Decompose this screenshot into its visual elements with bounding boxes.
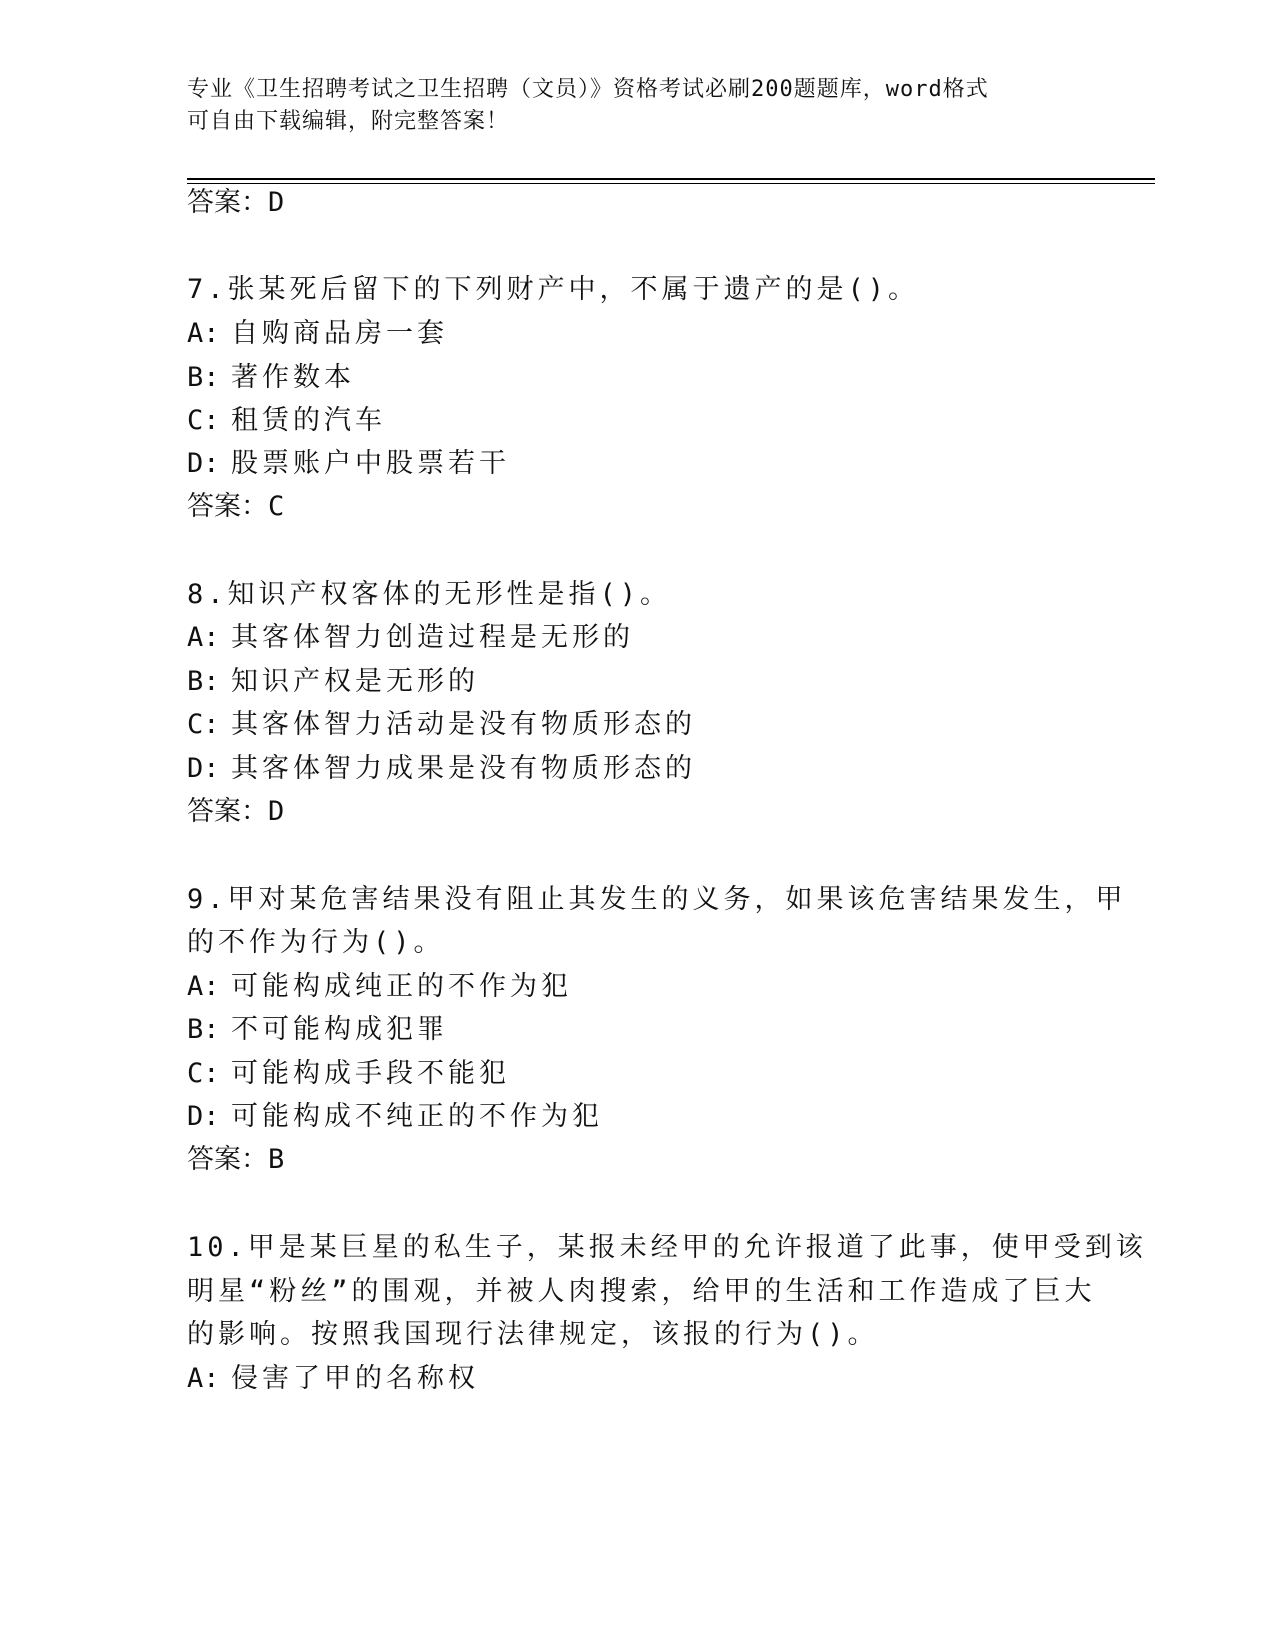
- answer-key: C: [268, 491, 285, 522]
- option-text: 其客体智力活动是没有物质形态的: [231, 709, 696, 740]
- answer-key: D: [268, 796, 285, 827]
- option-b: [187, 665, 479, 699]
- option-b: [187, 1013, 448, 1047]
- option-a: [187, 621, 634, 655]
- option-text: 知识产权是无形的: [231, 666, 479, 697]
- option-letter: C:: [187, 405, 220, 436]
- question-stem-cont: 明星“粉丝”的围观，并被人肉搜索，给甲的生活和工作造成了巨大: [187, 1276, 1096, 1307]
- option-letter: A:: [187, 1363, 220, 1394]
- option-text: 股票账户中股票若干: [231, 448, 510, 479]
- option-text: 不可能构成犯罪: [231, 1014, 448, 1045]
- option-d: [187, 1100, 603, 1134]
- option-b: [187, 361, 355, 395]
- option-a: [187, 970, 572, 1004]
- header-line-1: 专业《卫生招聘考试之卫生招聘（文员）》资格考试必刷200题题库，word格式: [187, 77, 989, 102]
- header-rule-thin: [187, 183, 1155, 184]
- option-text: 侵害了甲的名称权: [231, 1363, 479, 1394]
- option-text: 其客体智力创造过程是无形的: [231, 622, 634, 653]
- option-letter: B:: [187, 362, 220, 393]
- answer-label: 答案：: [187, 796, 268, 827]
- question-stem-cont: 的影响。按照我国现行法律规定，该报的行为()。: [187, 1319, 879, 1350]
- option-letter: D:: [187, 448, 220, 479]
- answer-key: B: [268, 1144, 285, 1175]
- option-text: 可能构成纯正的不作为犯: [231, 971, 572, 1002]
- option-letter: C:: [187, 709, 220, 740]
- option-a: [187, 317, 448, 351]
- answer-line: [187, 186, 284, 220]
- option-letter: A:: [187, 318, 220, 349]
- answer-label: 答案：: [187, 491, 268, 522]
- option-text: 租赁的汽车: [231, 405, 386, 436]
- document-header: [187, 74, 1087, 138]
- option-letter: B:: [187, 666, 220, 697]
- question-stem: 9.甲对某危害结果没有阻止其发生的义务，如果该危害结果发生，甲: [187, 884, 1127, 915]
- option-letter: D:: [187, 1101, 220, 1132]
- answer-label: 答案：: [187, 1144, 268, 1175]
- question-stem: 7.张某死后留下的下列财产中，不属于遗产的是()。: [187, 274, 920, 305]
- option-letter: A:: [187, 971, 220, 1002]
- header-line-2: 可自由下载编辑，附完整答案！: [187, 109, 510, 134]
- option-letter: C:: [187, 1058, 220, 1089]
- option-letter: B:: [187, 1014, 220, 1045]
- header-rule: [187, 178, 1155, 180]
- option-c: [187, 404, 386, 438]
- option-text: 自购商品房一套: [231, 318, 448, 349]
- answer-key: D: [268, 187, 285, 218]
- option-d: [187, 447, 510, 481]
- option-d: [187, 752, 696, 786]
- option-letter: A:: [187, 622, 220, 653]
- answer-line: [187, 490, 284, 524]
- option-text: 可能构成手段不能犯: [231, 1058, 510, 1089]
- question-stem: 8.知识产权客体的无形性是指()。: [187, 579, 672, 610]
- answer-line: [187, 1143, 284, 1177]
- answer-label: 答案：: [187, 187, 268, 218]
- question-stem: 10.甲是某巨星的私生子，某报未经甲的允许报道了此事，使甲受到该: [187, 1232, 1147, 1263]
- answer-line: [187, 795, 284, 829]
- option-text: 著作数本: [231, 362, 355, 393]
- question-stem-cont: 的不作为行为()。: [187, 927, 445, 958]
- option-text: 可能构成不纯正的不作为犯: [231, 1101, 603, 1132]
- option-c: [187, 708, 696, 742]
- option-c: [187, 1057, 510, 1091]
- option-letter: D:: [187, 753, 220, 784]
- option-a: [187, 1362, 479, 1396]
- option-text: 其客体智力成果是没有物质形态的: [231, 753, 696, 784]
